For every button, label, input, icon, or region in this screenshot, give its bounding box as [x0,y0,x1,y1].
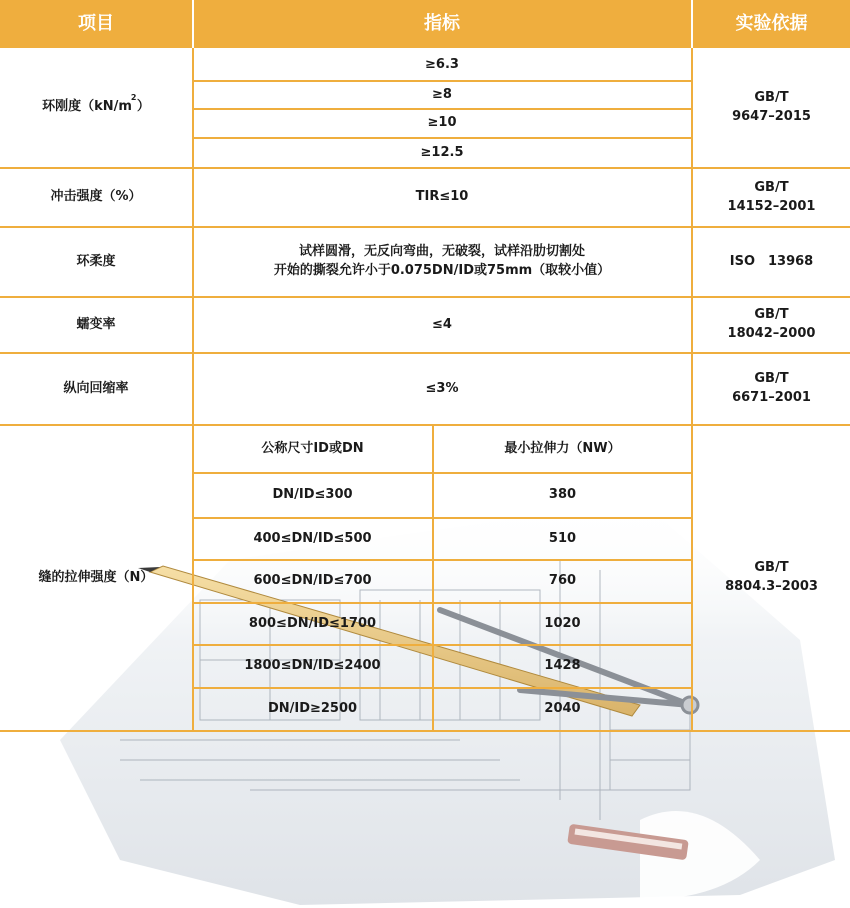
indicator-ring-flexibility [193,228,691,296]
basis-line: 9647–2015 [732,108,811,124]
basis-line: GB/T [754,560,789,576]
indicator-value: ≥8 [432,86,452,102]
header-basis: 实验依据 [735,12,808,34]
indicator-line: 开始的撕裂允许小于0.075DN/ID或75mm（取较小值） [273,263,611,278]
basis-line: 6671–2001 [732,390,811,405]
force-cell: 2040 [544,701,581,717]
header-indicator: 指标 [424,12,460,34]
indicator-value: ≥12.5 [420,144,464,160]
item-ring-flexibility: 环柔度 [76,253,116,269]
item-creep-rate: 蠕变率 [76,316,116,332]
size-cell: 1800≤DN/ID≤2400 [244,658,381,674]
basis-line: 14152–2001 [727,198,816,214]
basis-ring-flexibility: ISO 13968 [729,253,814,269]
basis-impact-strength [693,169,850,226]
force-cell: 1020 [544,615,581,631]
indicator-value: ≥10 [427,115,457,131]
header-item: 项目 [78,12,114,34]
subheader-nominal-size: 公称尺寸ID或DN [261,440,364,456]
force-cell: 380 [548,487,577,503]
force-cell: 510 [548,530,577,546]
size-cell: DN/ID≤300 [272,487,353,503]
force-cell: 760 [548,573,577,589]
basis-line: 18042–2000 [727,326,816,341]
force-cell: 1428 [544,658,581,674]
basis-ring-stiffness [693,48,850,167]
size-cell: 600≤DN/ID≤700 [253,573,372,589]
table-bottom-border [0,730,850,732]
item-impact-strength: 冲击强度（%） [50,189,142,205]
subheader-min-tensile-force: 最小拉伸力（NW） [504,440,621,456]
basis-line: GB/T [754,307,789,323]
basis-creep-rate [693,298,850,352]
basis-line: 8804.3–2003 [725,579,818,594]
size-cell: 800≤DN/ID≤1700 [248,615,377,631]
indicator-value: ≤4 [432,316,452,332]
item-label-close: ） [136,99,150,115]
item-longitudinal-retraction: 纵向回缩率 [63,380,129,396]
indicator-value: TIR≤10 [415,189,469,205]
basis-line: GB/T [754,179,789,195]
basis-seam-tensile-strength [693,426,850,730]
indicator-value: ≤3% [425,380,459,396]
item-seam-tensile-strength: 缝的拉伸强度（N） [38,569,154,585]
indicator-value: ≥6.3 [425,56,459,72]
basis-line: GB/T [754,89,789,105]
superscript-digit: 2 [130,93,137,103]
basis-line: GB/T [754,371,789,387]
basis-longitudinal-retraction [693,354,850,424]
item-ring-stiffness [0,48,192,167]
size-cell: DN/ID≥2500 [267,701,358,717]
indicator-line: 试样圆滑，无反向弯曲，无破裂，试样沿肋切割处 [298,244,585,260]
size-cell: 400≤DN/ID≤500 [253,530,372,546]
item-label: 环刚度（kN/m [42,99,132,115]
